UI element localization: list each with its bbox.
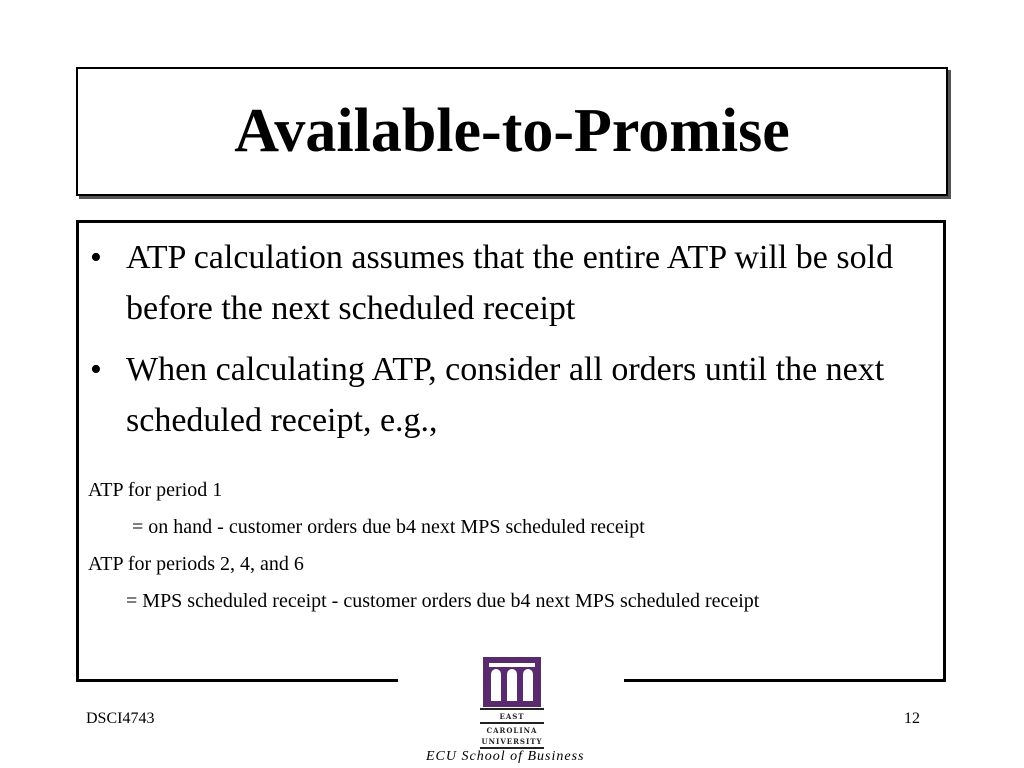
bullet-list [88, 232, 938, 456]
bullet-text: ATP calculation assumes that the entire ATP will be sold before the next scheduled receipt [126, 239, 894, 327]
logo-text-carolina: CAROLINA [486, 726, 538, 735]
bullet-icon: • [90, 351, 102, 388]
bullet-icon: • [90, 239, 102, 276]
bullet-item [88, 344, 938, 446]
ecu-logo-mark-icon [483, 657, 541, 707]
bullet-item [88, 232, 938, 334]
slide-title: Available-to-Promise [234, 97, 790, 165]
frame-top-rule [76, 220, 946, 223]
logo-text-university: UNIVERSITY [481, 737, 543, 746]
atp-periods-2-4-6-label: ATP for periods 2, 4, and 6 [88, 553, 304, 575]
frame-bottom-left-rule [76, 679, 398, 682]
frame-right-rule [943, 220, 946, 682]
bullet-text: When calculating ATP, consider all orders until the next scheduled receipt, e.g., [126, 351, 885, 439]
atp-period-1-formula: = on hand - customer orders due b4 next MPS scheduled receipt [132, 516, 645, 538]
atp-periods-2-4-6-formula: = MPS scheduled receipt - customer orders due b4 next MPS scheduled receipt [126, 590, 760, 612]
school-name: ECU School of Business [426, 749, 585, 764]
page-number: 12 [904, 710, 920, 727]
atp-period-1-label: ATP for period 1 [88, 479, 223, 501]
frame-left-rule [76, 220, 79, 682]
title-box [76, 67, 948, 196]
frame-bottom-right-rule [624, 679, 946, 682]
course-code: DSCI4743 [86, 710, 155, 727]
logo-text-east: EAST [499, 712, 525, 721]
ecu-logo [480, 657, 544, 750]
